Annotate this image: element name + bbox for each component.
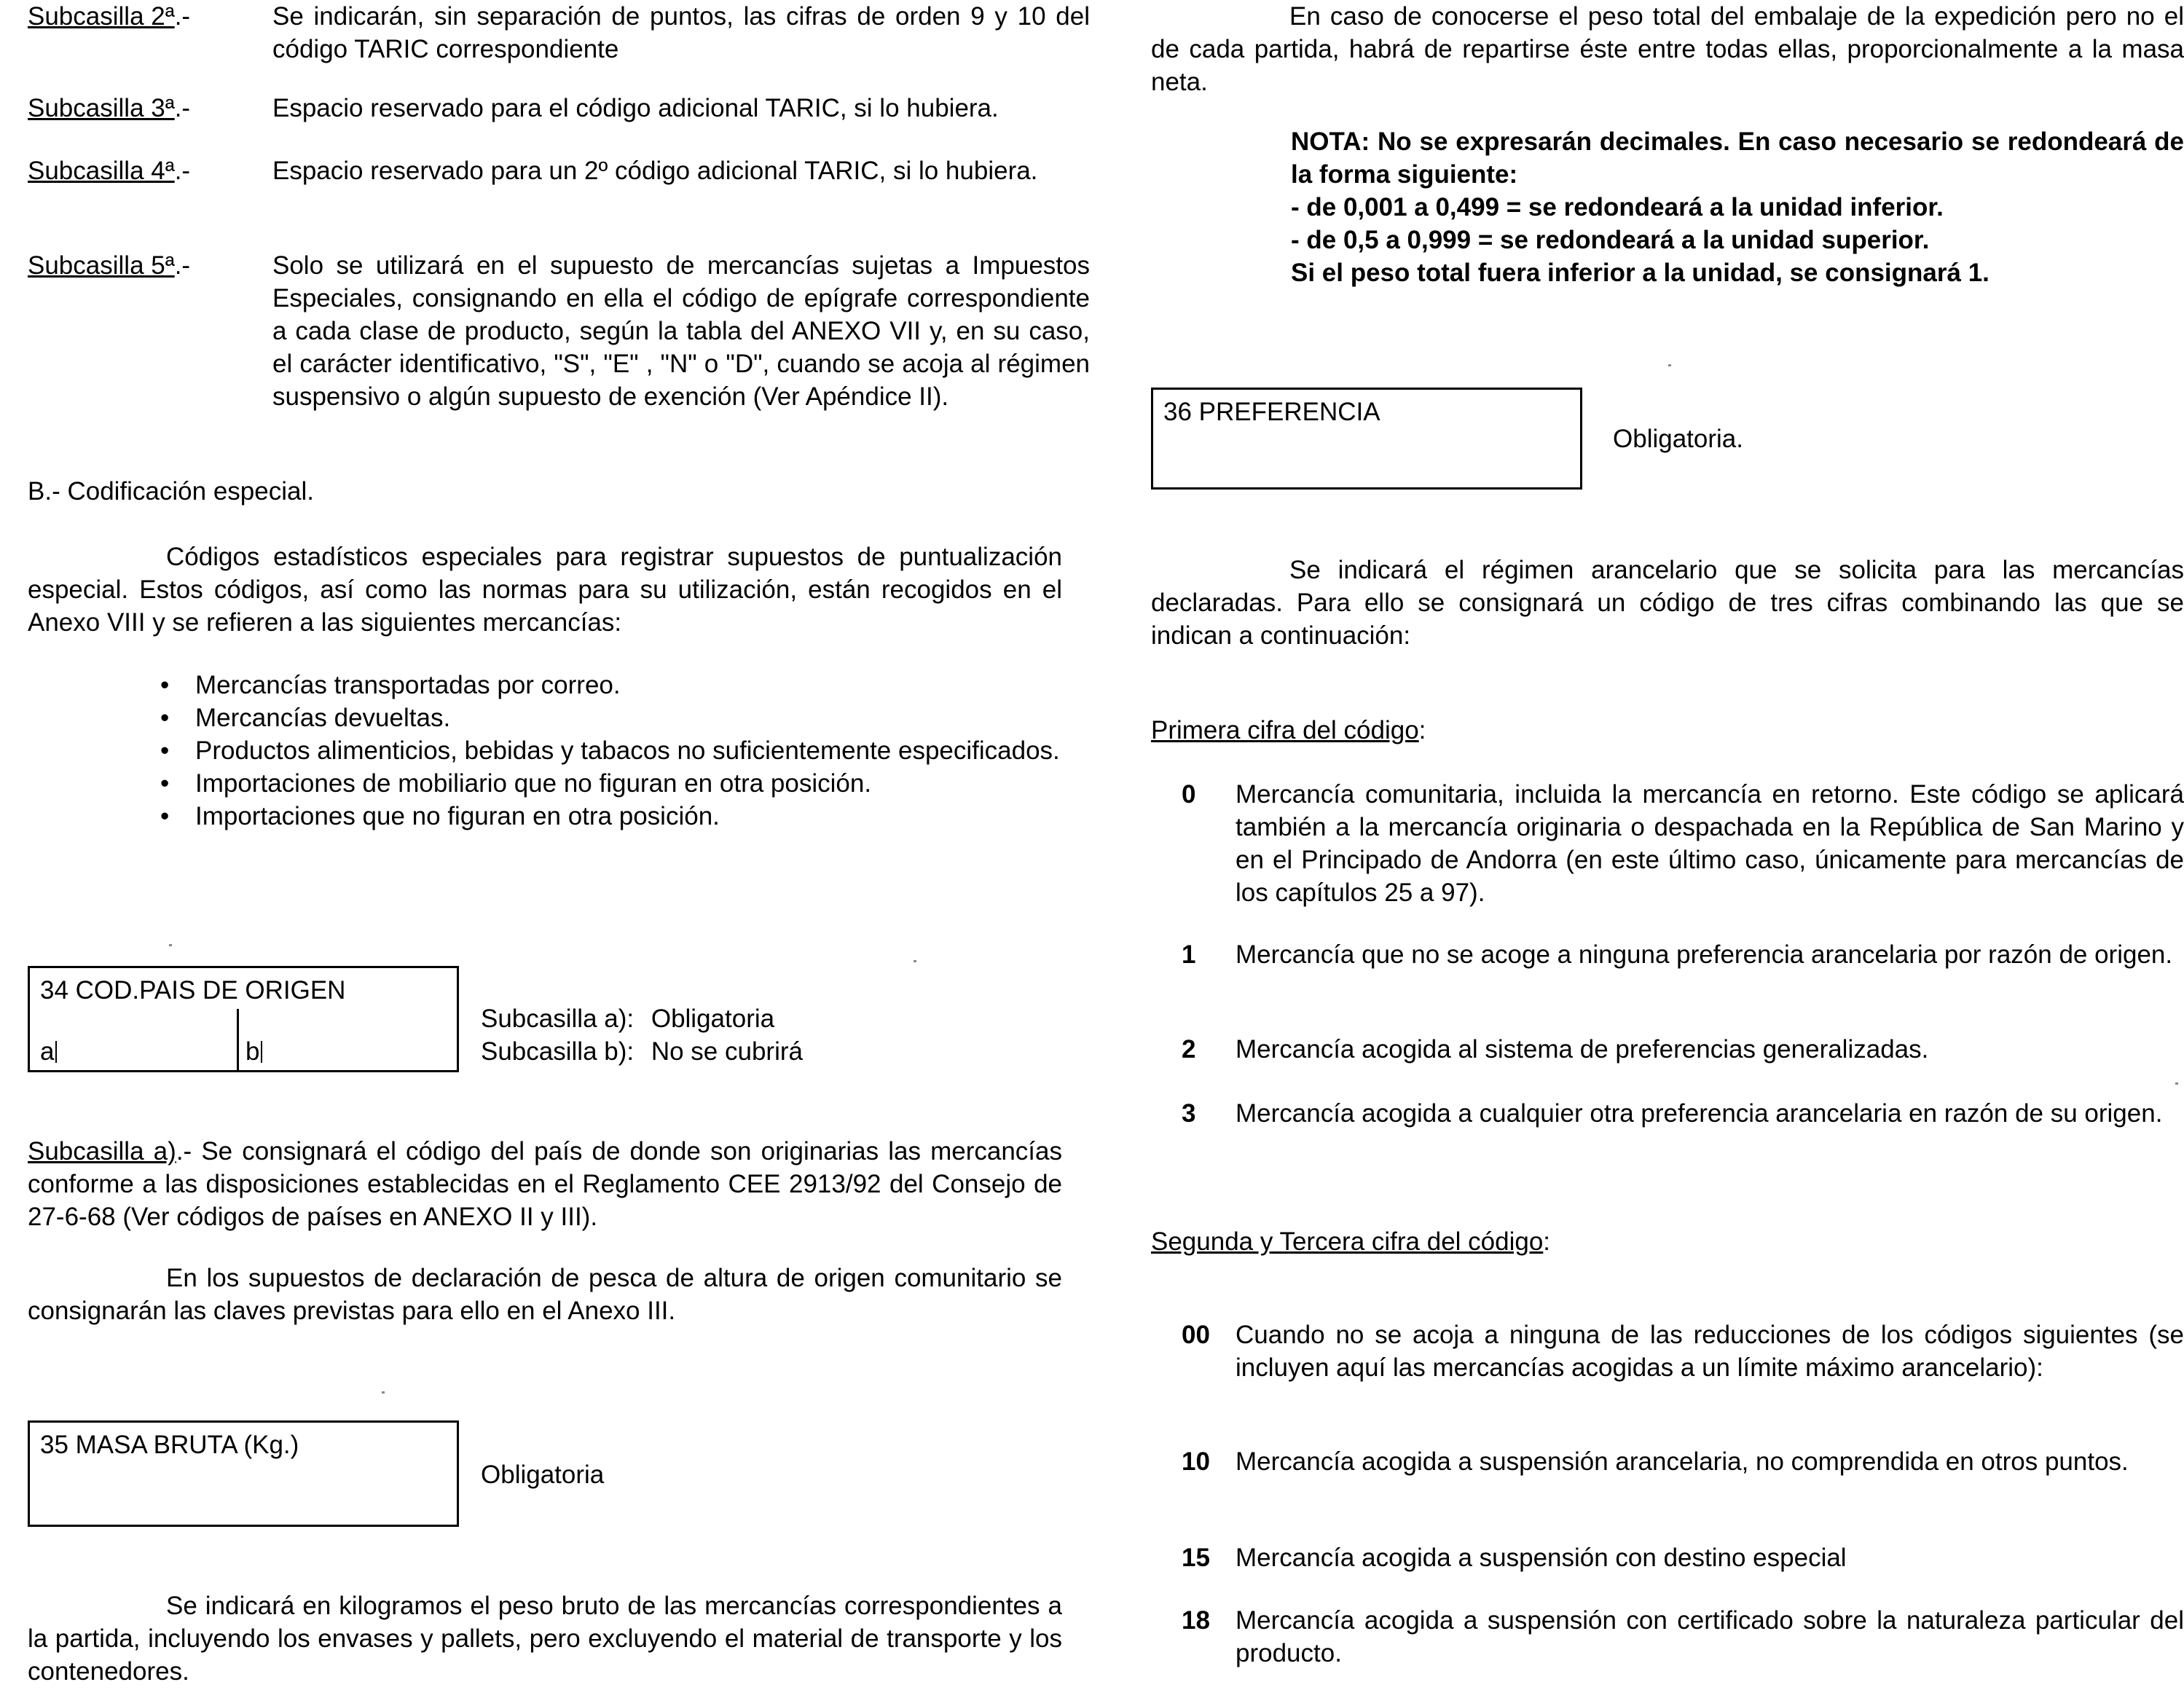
- code-text: Mercancía acogida al sistema de preferencias generalizadas.: [1236, 1035, 1929, 1064]
- subcasilla-text: Solo se utilizará en el supuesto de mercancías sujetas a Impuestos Especiales, consignando en ella el código de epígrafe correspondiente a cada clase de producto, según la tabla del ANEXO VII y, en su caso, el carácter identificativo, "S", "E" , "N" o "D", cuando se acoja al régimen suspensivo o algún supuesto de exención (Ver Apéndice II).: [272, 251, 1090, 411]
- subcasilla-label: Subcasilla 2ª: [28, 2, 175, 31]
- note-a-value: Obligatoria: [651, 1005, 775, 1033]
- box-35-note: Obligatoria: [481, 1461, 605, 1489]
- list-item: • Productos alimenticios, bebidas y tabacos no suficientemente especificados.: [160, 734, 1088, 767]
- code-number: 18: [1182, 1606, 1210, 1635]
- scan-speck: [382, 1391, 385, 1394]
- subcasilla-a-text: .- Se consignará el código del país de donde son originarias las mercancías conforme a las disposiciones establecidas en el Reglamento CEE 2913/92 del Consejo de 27-6-68 (Ver códigos de países en ANEXO II y III).: [28, 1137, 1062, 1231]
- code-number: 15: [1182, 1544, 1210, 1572]
- box-35-title: 35 MASA BRUTA (Kg.): [40, 1431, 299, 1459]
- note-a-label: Subcasilla a):: [481, 1005, 635, 1033]
- regimen-paragraph: Se indicará el régimen arancelario que se solicita para las mercancías declaradas. Para ello se consignará un código de tres cifras combinando las que se indican a continuación:: [1151, 556, 2184, 650]
- subcasilla-suffix: .-: [174, 157, 191, 185]
- primera-cifra-heading: Primera cifra del código:: [1151, 716, 1426, 744]
- bullet-list: [160, 669, 1088, 833]
- list-item: • Mercancías devueltas.: [160, 701, 1088, 734]
- pesca-paragraph: En los supuestos de declaración de pesca de altura de origen comunitario se consignarán las claves previstas para ello en el Anexo III.: [28, 1264, 1062, 1325]
- subcasilla-text: Se indicarán, sin separación de puntos, las cifras de orden 9 y 10 del código TARIC correspondiente: [272, 2, 1090, 63]
- section-b-heading: B.- Codificación especial.: [28, 477, 314, 506]
- subcasilla-text: Espacio reservado para el código adicional TARIC, si lo hubiera.: [272, 94, 999, 122]
- box-34-title: 34 COD.PAIS DE ORIGEN: [40, 976, 346, 1005]
- scan-speck: [169, 944, 172, 946]
- list-item: • Importaciones que no figuran en otra posición.: [160, 800, 1088, 833]
- subcasilla-a-paragraph: [28, 1135, 1062, 1233]
- scan-speck: [914, 960, 916, 962]
- nota-line: NOTA: No se expresarán decimales. En caso necesario se redondeará de la forma siguiente:: [1291, 127, 2184, 189]
- code-number: 3: [1182, 1099, 1196, 1128]
- box-34-cod-pais-origen: [28, 966, 459, 1072]
- subcasilla-suffix: .-: [174, 251, 191, 280]
- code-text: Cuando no se acoja a ninguna de las reducciones de los códigos siguientes (se incluyen aquí las mercancías acogidas a un límite máximo arancelario):: [1236, 1321, 2184, 1382]
- code-text: Mercancía acogida a suspensión con destino especial: [1236, 1544, 1847, 1572]
- subcasilla-label: Subcasilla 3ª: [28, 94, 175, 122]
- code-text: Mercancía que no se acoge a ninguna preferencia arancelaria por razón de origen.: [1236, 940, 2173, 969]
- nota-line: Si el peso total fuera inferior a la unidad, se consignará 1.: [1291, 259, 1989, 287]
- list-item: • Mercancías transportadas por correo.: [160, 669, 1088, 701]
- code-number: 00: [1182, 1321, 1210, 1349]
- subcasilla-a-label: Subcasilla a): [28, 1137, 176, 1166]
- box-34-sub-a: a: [40, 1035, 57, 1068]
- nota-block: [1291, 125, 2184, 289]
- box-34-divider: [237, 1009, 239, 1072]
- scan-speck: [2175, 1082, 2178, 1085]
- code-number: 0: [1182, 780, 1196, 809]
- box-34-notes: [481, 1002, 803, 1068]
- segunda-cifra-heading: Segunda y Tercera cifra del código:: [1151, 1227, 1551, 1256]
- box-36-title: 36 PREFERENCIA: [1163, 398, 1380, 426]
- box-36-note: Obligatoria.: [1613, 425, 1743, 453]
- scan-speck: [1668, 364, 1671, 366]
- masa-bruta-paragraph: Se indicará en kilogramos el peso bruto de las mercancías correspondientes a la partida, incluyendo los envases y pallets, pero excluyendo el material de transporte y los contenedores.: [28, 1592, 1062, 1686]
- box-36-preferencia: [1151, 388, 1582, 490]
- section-b-paragraph: Códigos estadísticos especiales para registrar supuestos de puntualización especial. Estos códigos, así como las normas para su utilización, están recogidos en el Anexo VIII y se refieren a las siguientes mercancías:: [28, 543, 1062, 637]
- code-text: Mercancía acogida a suspensión arancelaria, no comprendida en otros puntos.: [1236, 1447, 2129, 1476]
- box-34-sub-b: b: [245, 1035, 262, 1068]
- embalaje-paragraph: En caso de conocerse el peso total del embalaje de la expedición pero no el de cada partida, habrá de repartirse éste entre todas ellas, proporcionalmente a la masa neta.: [1151, 2, 2184, 96]
- subcasilla-suffix: .-: [174, 94, 191, 122]
- box-35-masa-bruta: [28, 1420, 459, 1527]
- nota-line: - de 0,001 a 0,499 = se redondeará a la unidad inferior.: [1291, 193, 1944, 221]
- note-b-value: No se cubrirá: [651, 1037, 803, 1066]
- list-item: • Importaciones de mobiliario que no figuran en otra posición.: [160, 767, 1088, 800]
- code-number: 2: [1182, 1035, 1196, 1064]
- code-text: Mercancía acogida a cualquier otra preferencia arancelaria en razón de su origen.: [1236, 1099, 2163, 1128]
- subcasilla-text: Espacio reservado para un 2º código adicional TARIC, si lo hubiera.: [272, 157, 1038, 185]
- subcasilla-suffix: .-: [174, 2, 191, 31]
- subcasilla-label: Subcasilla 5ª: [28, 251, 175, 280]
- subcasilla-label: Subcasilla 4ª: [28, 157, 175, 185]
- code-number: 10: [1182, 1447, 1210, 1476]
- code-text: Mercancía acogida a suspensión con certificado sobre la naturaleza particular del producto.: [1236, 1606, 2184, 1667]
- code-text: Mercancía comunitaria, incluida la mercancía en retorno. Este código se aplicará también a la mercancía originaria o despachada en la República de San Marino y en el Principado de Andorra (en este último caso, únicamente para mercancías de los capítulos 25 a 97).: [1236, 780, 2184, 907]
- nota-line: - de 0,5 a 0,999 = se redondeará a la unidad superior.: [1291, 226, 1930, 254]
- note-b-label: Subcasilla b):: [481, 1037, 635, 1066]
- code-number: 1: [1182, 940, 1196, 969]
